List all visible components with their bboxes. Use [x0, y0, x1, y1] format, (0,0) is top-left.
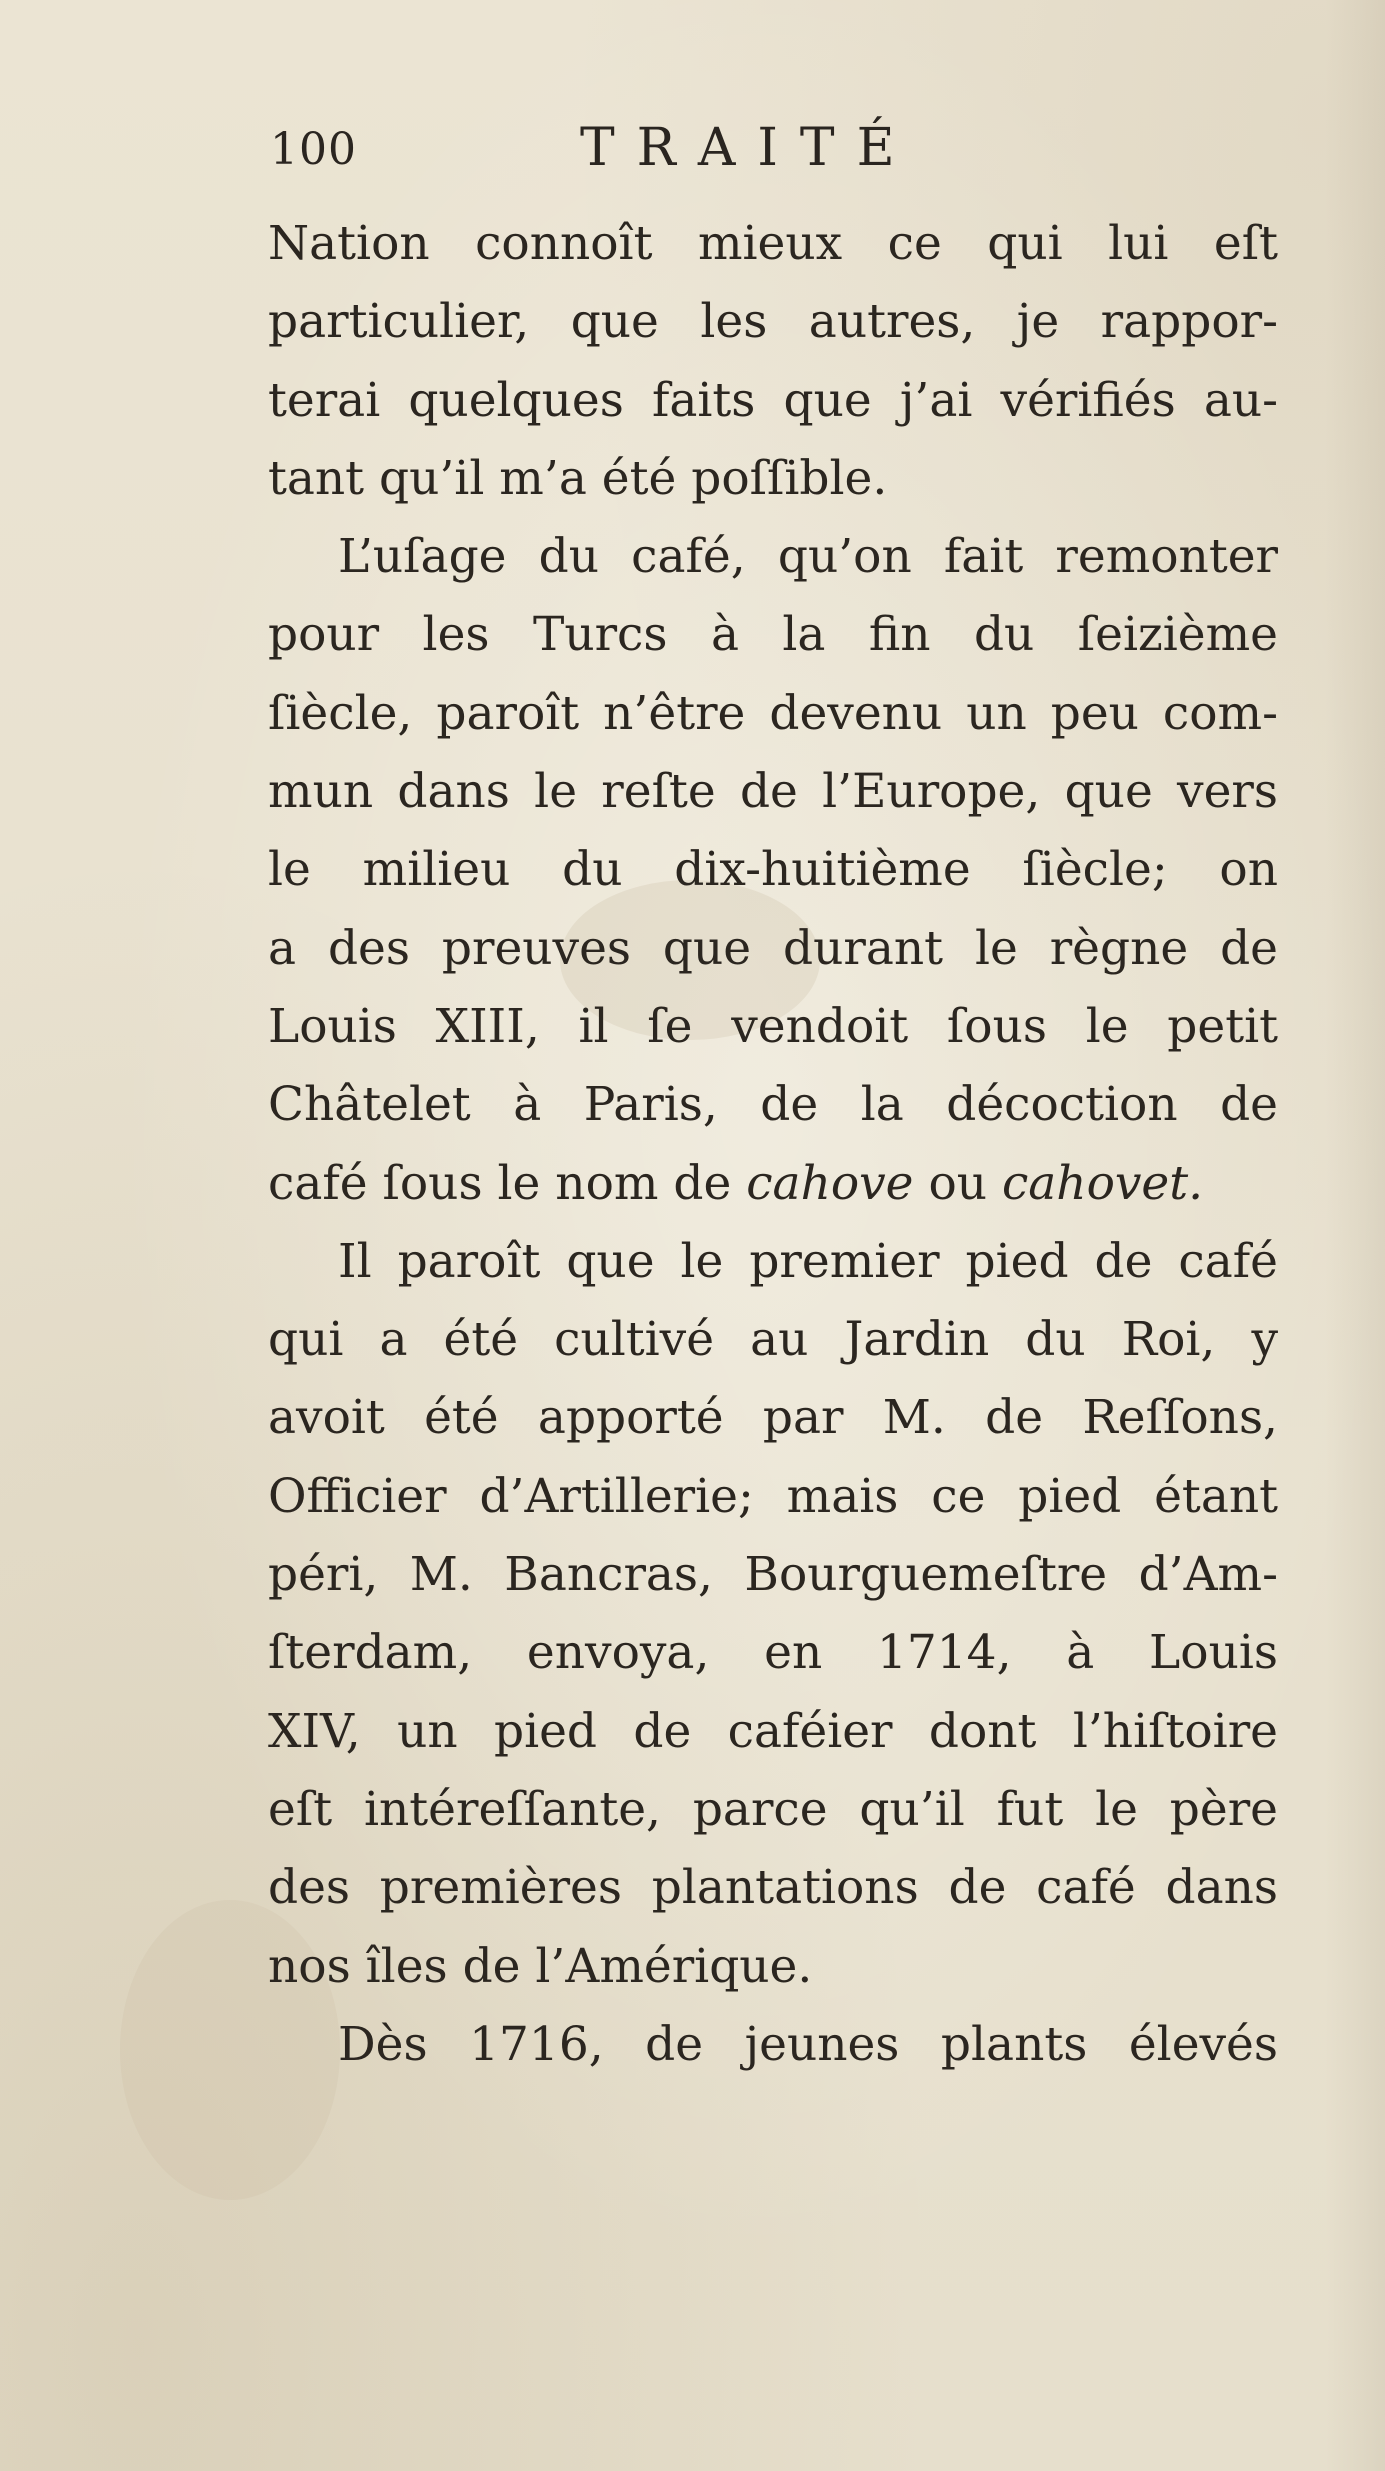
text-line: qui a été cultivé au Jardin du Roi, y [268, 1312, 1278, 1368]
text-line: Nation connoît mieux ce qui lui eſt [268, 216, 1278, 271]
text-line: Châtelet à Paris, de la décoction de [268, 1077, 1278, 1133]
paragraph-start-line: Dès 1716, de jeunes plants élevés [338, 2016, 1278, 2072]
italic-term: cahove [746, 1155, 914, 1211]
text-line: ſterdam, envoya, en 1714, à Louis [268, 1625, 1278, 1681]
text-line: XIV, un pied de caféier dont l’hiſtoire [268, 1703, 1278, 1759]
page-number: 100 [270, 124, 357, 175]
page-edge-shadow [1325, 0, 1385, 2471]
italic-term: cahovet. [1001, 1155, 1204, 1211]
text-line: des premières plantations de café dans [268, 1860, 1278, 1916]
text-line: Officier d’Artillerie; mais ce pied étant [268, 1468, 1278, 1524]
running-title: TRAITÉ [580, 118, 917, 178]
text-line: ſiècle, paroît n’être devenu un peu com- [268, 685, 1278, 741]
body-text [268, 205, 1278, 2084]
text-line: a des preuves que durant le règne de [268, 920, 1278, 976]
text-line: Louis XIII, il ſe vendoit ſous le petit [268, 998, 1278, 1054]
text-line: avoit été apporté par M. de Reſſons, [268, 1390, 1278, 1446]
text-line: mun dans le reſte de l’Europe, que vers [268, 764, 1278, 820]
text-line: tant qu’il m’a été poſſible. [268, 450, 888, 506]
text-line-with-italics [268, 1145, 1278, 1223]
paragraph-start-line: Il paroît que le premier pied de café [338, 1233, 1278, 1289]
text-line: particulier, que les autres, je rappor- [268, 294, 1278, 350]
text-line: pour les Turcs à la fin du ſeizième [268, 607, 1278, 663]
text-line: nos îles de l’Amérique. [268, 1938, 813, 1994]
page-header [270, 118, 1270, 198]
text-line: terai quelques faits que j’ai vérifiés au- [268, 372, 1278, 428]
text-line: péri, M. Bancras, Bourguemeſtre d’Am- [268, 1547, 1278, 1603]
paragraph-start-line: L’uſage du café, qu’on fait remonter [338, 529, 1278, 585]
text-line: eſt intéreſſante, parce qu’il fut le père [268, 1781, 1278, 1837]
text-line: le milieu du dix-huitième ſiècle; on [268, 842, 1278, 898]
text-segment: ou [913, 1155, 1002, 1211]
text-segment: café ſous le nom de [268, 1155, 747, 1211]
